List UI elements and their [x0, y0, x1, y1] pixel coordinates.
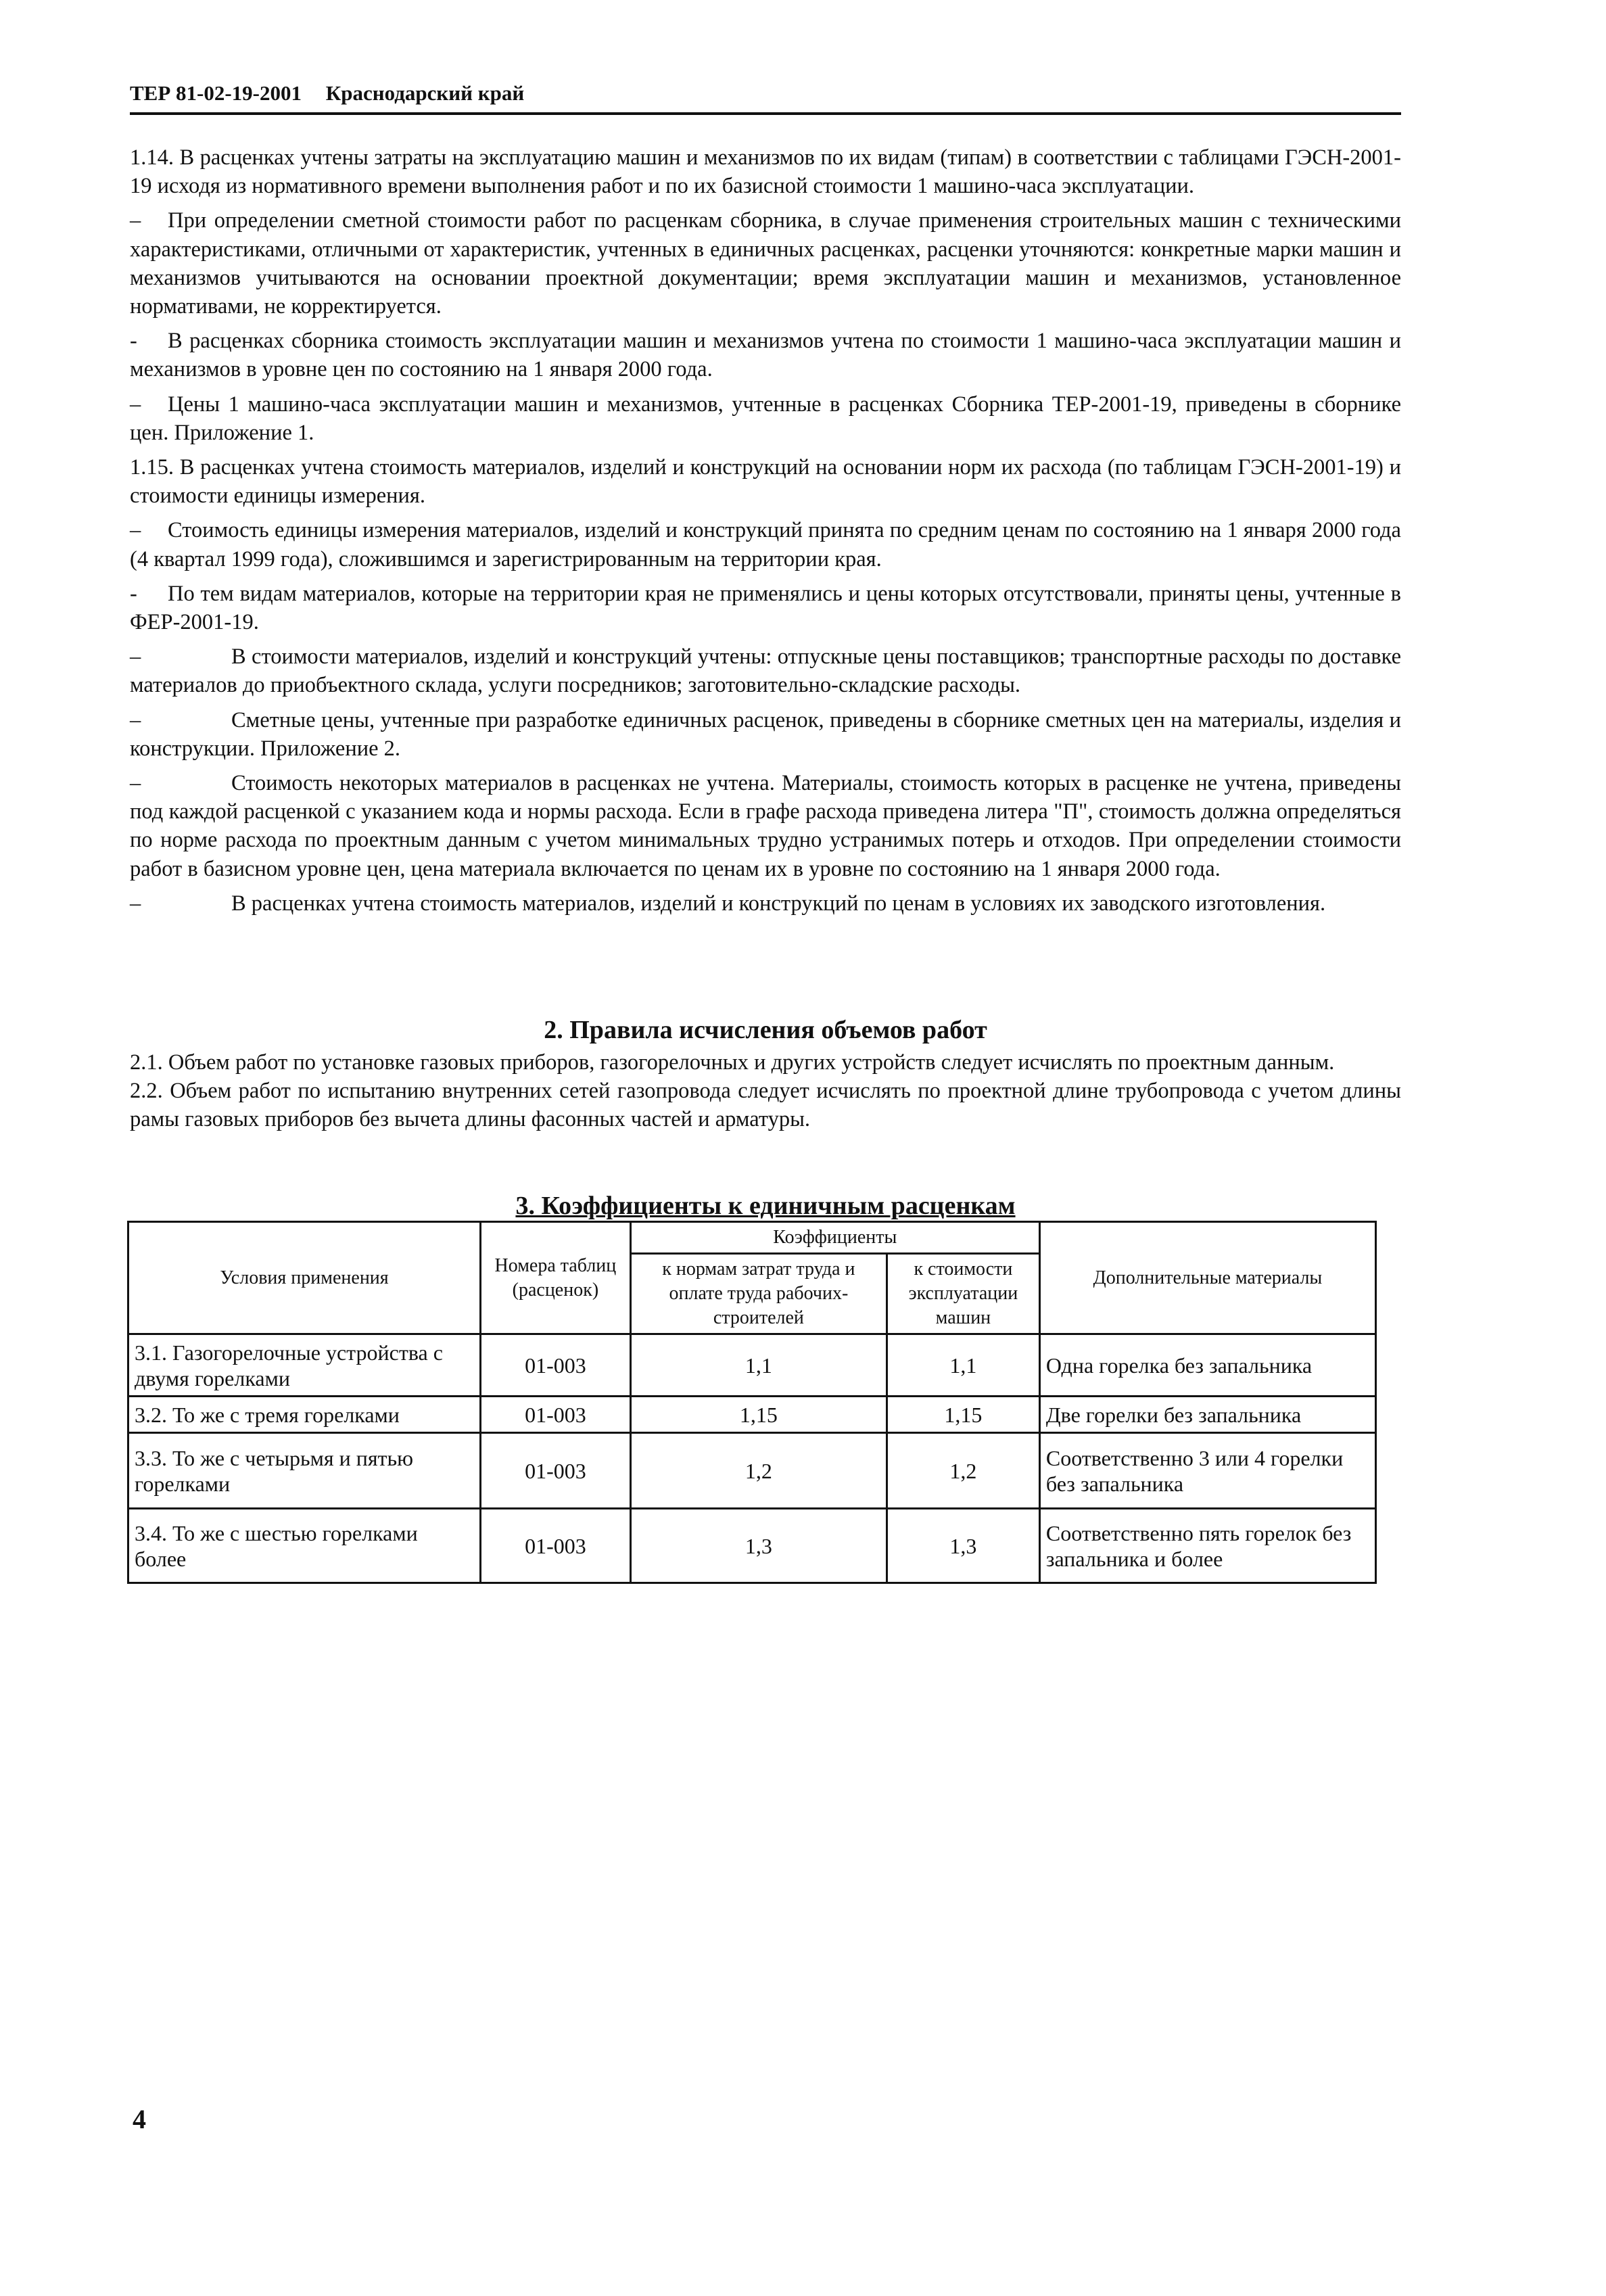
- cell-machines: 1,15: [887, 1397, 1040, 1433]
- dash-mark: –: [130, 518, 141, 543]
- cell-extra: Две горелки без запальника: [1039, 1397, 1375, 1433]
- table-row: [128, 1397, 1376, 1433]
- paragraph-dash-8: – Стоимость некоторых материалов в расценках не учтена. Материалы, стоимость которых в расценке не учтена, приведены под каждой расценкой с указанием кода и нормы расхода. Если в графе расхода приведена литера "П", стоимость должна определяться по норме расхода по проектным данным с учетом минимальных трудно устранимых потерь и отходов. При определении стоимости работ в базисном уровне цен, цена материала включается по ценам их в уровне по состоянию на 1 января 2000 года.: [130, 769, 1401, 883]
- table-row: [128, 1509, 1376, 1583]
- cell-tables: 01-003: [481, 1509, 631, 1583]
- cell-tables: 01-003: [481, 1334, 631, 1397]
- header-extra-materials: Дополнительные материалы: [1039, 1222, 1375, 1334]
- cell-condition: 3.4. То же с шестью горелками более: [128, 1509, 481, 1583]
- header-conditions: Условия применения: [128, 1222, 481, 1334]
- paragraph-dash-4: – Стоимость единицы измерения материалов, изделий и конструкций принята по средним ценам по состоянию на 1 января 2000 года (4 квартал 1999 года), сложившимся и зарегистрированным на территории края.: [130, 516, 1401, 573]
- header-machines: к стоимости эксплуатации машин: [887, 1254, 1040, 1334]
- section-2-body: [130, 1048, 1401, 1134]
- cell-labor: 1,2: [630, 1433, 887, 1509]
- cell-labor: 1,15: [630, 1397, 887, 1433]
- cell-tables: 01-003: [481, 1397, 631, 1433]
- cell-machines: 1,3: [887, 1509, 1040, 1583]
- document-code: ТЕР 81-02-19-2001: [130, 81, 302, 105]
- dash-mark: -: [130, 329, 137, 354]
- cell-condition: 3.2. То же с тремя горелками: [128, 1397, 481, 1433]
- cell-extra: Соответственно 3 или 4 горелки без запальника: [1039, 1433, 1375, 1509]
- section-3-title: 3. Коэффициенты к единичным расценкам: [515, 1192, 1016, 1220]
- table-row: [128, 1433, 1376, 1509]
- cell-labor: 1,1: [630, 1334, 887, 1397]
- dash-mark: –: [130, 208, 141, 233]
- section-2-title: 2. Правила исчисления объемов работ: [544, 1016, 987, 1044]
- page-header: [130, 80, 1401, 115]
- cell-condition: 3.3. То же с четырьмя и пятью горелками: [128, 1433, 481, 1509]
- body-text: [130, 143, 1401, 924]
- dash-mark: –: [130, 645, 141, 670]
- paragraph-1-14: 1.14. В расценках учтены затраты на эксплуатацию машин и механизмов по их видам (типам) в соответствии с таблицами ГЭСН-2001-19 исходя из нормативного времени выполнения работ и по их базисной стоимости 1 машино-часа эксплуатации.: [130, 145, 1401, 199]
- paragraph-dash-3: – Цены 1 машино-часа эксплуатации машин и механизмов, учтенные в расценках Сборника ТЕР-2001-19, приведены в сборнике цен. Приложение 1.: [130, 390, 1401, 447]
- header-coefficients: Коэффициенты: [630, 1222, 1039, 1254]
- header-table-numbers: Номера таблиц (расценок): [481, 1222, 631, 1334]
- paragraph-dash-1: – При определении сметной стоимости работ по расценкам сборника, в случае применения строительных машин с техническими характеристиками, отличными от характеристик, учтенных в единичных расценках, расценки уточняются: конкретные марки машин и механизмов учитываются на основании проектной документации; время эксплуатации машин и механизмов, установленное нормативами, не корректируется.: [130, 206, 1401, 321]
- dash-mark: –: [130, 392, 141, 417]
- paragraph-dash-7: – Сметные цены, учтенные при разработке единичных расценок, приведены в сборнике сметных цен на материалы, изделия и конструкции. Приложение 2.: [130, 706, 1401, 763]
- cell-machines: 1,1: [887, 1334, 1040, 1397]
- paragraph-dash-9: – В расценках учтена стоимость материалов, изделий и конструкций по ценам в условиях их заводского изготовления.: [130, 889, 1401, 918]
- paragraph-dash-6: – В стоимости материалов, изделий и конструкций учтены: отпускные цены поставщиков; транспортные расходы по доставке материалов до приобъектного склада, услуги посредников; заготовительно-складские расходы.: [130, 642, 1401, 699]
- paragraph-dash-2: - В расценках сборника стоимость эксплуатации машин и механизмов учтена по стоимости 1 машино-часа эксплуатации машин и механизмов в уровне цен по состоянию на 1 января 2000 года.: [130, 327, 1401, 383]
- cell-extra: Одна горелка без запальника: [1039, 1334, 1375, 1397]
- table-header-row: [128, 1222, 1376, 1254]
- cell-tables: 01-003: [481, 1433, 631, 1509]
- cell-extra: Соответственно пять горелок без запальника и более: [1039, 1509, 1375, 1583]
- paragraph-dash-5: - По тем видам материалов, которые на территории края не применялись и цены которых отсутствовали, приняты цены, учтенные в ФЕР-2001-19.: [130, 580, 1401, 636]
- paragraph-2-2: 2.2. Объем работ по испытанию внутренних сетей газопровода следует исчислять по проектной длине трубопровода с учетом длины рамы газовых приборов без вычета длины фасонных частей и арматуры.: [130, 1079, 1401, 1132]
- cell-labor: 1,3: [630, 1509, 887, 1583]
- dash-mark: –: [130, 891, 141, 916]
- coefficients-table: [127, 1221, 1377, 1584]
- dash-mark: –: [130, 707, 141, 732]
- cell-machines: 1,2: [887, 1433, 1040, 1509]
- dash-mark: -: [130, 581, 137, 606]
- table-row: [128, 1334, 1376, 1397]
- paragraph-1-15: 1.15. В расценках учтена стоимость материалов, изделий и конструкций на основании норм их расхода (по таблицам ГЭСН-2001-19) и стоимости единицы измерения.: [130, 455, 1401, 509]
- dash-mark: –: [130, 771, 141, 796]
- cell-condition: 3.1. Газогорелочные устройства с двумя горелками: [128, 1334, 481, 1397]
- paragraph-2-1: 2.1. Объем работ по установке газовых приборов, газогорелочных и других устройств следует исчислять по проектным данным.: [130, 1050, 1335, 1075]
- region-name: Краснодарский край: [325, 81, 525, 105]
- page-number: 4: [133, 2104, 146, 2134]
- header-labor: к нормам затрат труда и оплате труда рабочих-строителей: [630, 1254, 887, 1334]
